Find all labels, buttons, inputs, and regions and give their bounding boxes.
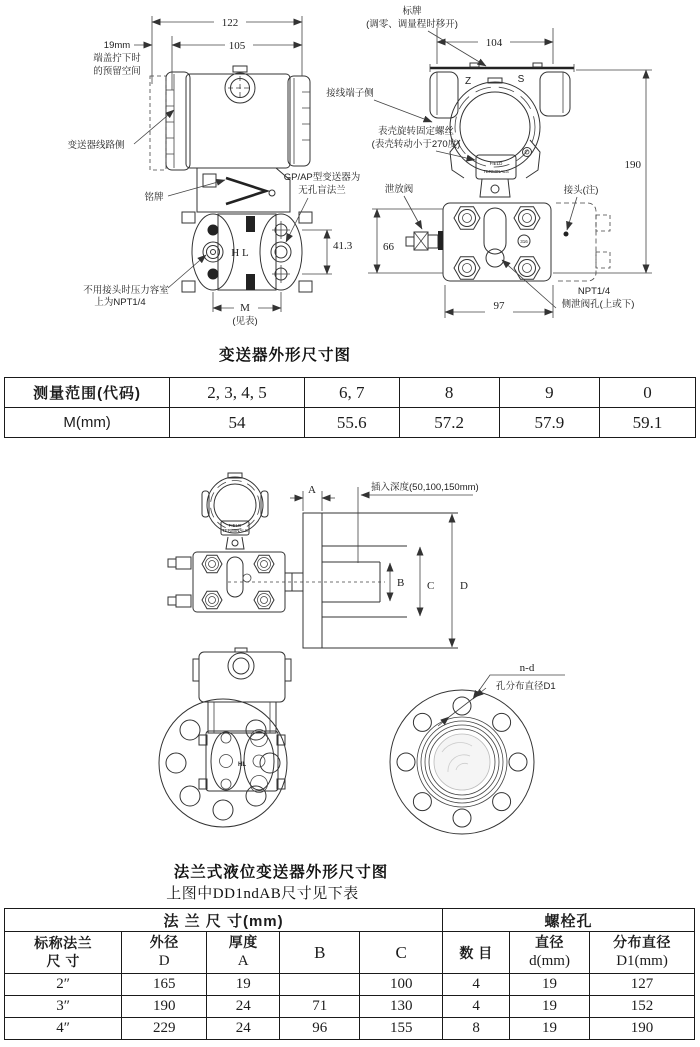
hl-marking: H L: [231, 247, 249, 259]
cell: 155: [360, 1018, 443, 1040]
side-view-housing: [150, 66, 310, 212]
label-case-screw: 表壳旋转固定螺丝: [377, 126, 455, 137]
dim-104: 104: [485, 37, 503, 49]
cell: 190: [122, 996, 207, 1018]
col-header: 2, 3, 4, 5: [170, 378, 305, 408]
table-row: [5, 909, 695, 932]
dim-b: B: [397, 577, 405, 589]
cell: 24: [207, 1018, 280, 1040]
group-header-flange: 法 兰 尺 寸(mm): [5, 909, 443, 932]
field-terminals-marking: FIELD: [228, 523, 242, 528]
dim-d: D: [460, 580, 468, 592]
cell: 57.2: [399, 408, 499, 438]
svg-text:无孔盲法兰: 无孔盲法兰: [298, 185, 346, 196]
cell: 4″: [5, 1018, 122, 1040]
dim-a: A: [308, 484, 316, 496]
flange-transmitter-drawing: [0, 445, 700, 860]
side-view-process-flanges: [182, 212, 312, 292]
drawing1-title: 变送器外形尺寸图: [218, 347, 351, 364]
cell: 229: [122, 1018, 207, 1040]
cell: 71: [280, 996, 360, 1018]
field-terminals-marking: FIELD: [489, 161, 503, 166]
cell: 2″: [5, 974, 122, 996]
svg-text:端盖拧下时: 端盖拧下时: [93, 53, 141, 64]
cell: 127: [590, 974, 695, 996]
front-view-process-flange: [406, 203, 610, 281]
col-header: 测量范围(代码): [5, 378, 170, 408]
cell: 24: [207, 996, 280, 1018]
table-row: [5, 996, 695, 1018]
dim-122: 122: [221, 17, 239, 29]
col-header: 9: [499, 378, 599, 408]
label-clearance: 19mm: [103, 40, 131, 51]
dimensions-middle: [290, 481, 479, 647]
label-joint: 接头(注): [563, 185, 599, 196]
cell: 19: [207, 974, 280, 996]
svg-text:侧泄阀孔(上或下): 侧泄阀孔(上或下): [561, 299, 635, 310]
cell: 4: [443, 974, 510, 996]
cell: 4: [443, 996, 510, 1018]
label-blind-flange: GP/AP型变送器为: [283, 172, 361, 183]
dim-190: 190: [624, 159, 641, 171]
cell: 190: [590, 1018, 695, 1040]
drawing2-subtitle: 上图中DD1ndAB尺寸见下表: [166, 886, 359, 902]
cell: 130: [360, 996, 443, 1018]
table-row: [5, 378, 696, 408]
badge-316: 316: [520, 239, 528, 244]
label-circuit-side: 变送器线路侧: [67, 140, 125, 151]
cell: 19: [510, 974, 590, 996]
col-header: 直径 d(mm): [510, 932, 590, 974]
cell: 3″: [5, 996, 122, 1018]
dimensions-left: [67, 16, 360, 327]
cell: 59.1: [599, 408, 695, 438]
cell: 55.6: [304, 408, 399, 438]
col-header: 8: [399, 378, 499, 408]
label-pressure-chamber: 不用接头时压力容室: [83, 285, 169, 296]
cell: 57.9: [499, 408, 599, 438]
zero-marking: Z: [464, 76, 472, 87]
svg-text:(表壳转动小于270度): (表壳转动小于270度): [371, 139, 461, 150]
dim-97: 97: [493, 300, 505, 312]
flange-face-view: [390, 662, 565, 834]
col-header: 外径 D: [122, 932, 207, 974]
cell: 19: [510, 996, 590, 1018]
transmitter-dimension-drawing: [0, 0, 700, 340]
drawing2-title: 法兰式液位变送器外形尺寸图: [173, 864, 389, 881]
col-header: 厚度 A: [207, 932, 280, 974]
flange-dimension-table: [4, 908, 695, 1040]
label-terminal-side: 接线端子侧: [326, 88, 374, 99]
cell: 100: [360, 974, 443, 996]
span-marking: S: [517, 74, 525, 85]
table-row: [5, 932, 695, 974]
col-header: B: [280, 932, 360, 974]
svg-text:TERMINALS: TERMINALS: [222, 528, 248, 533]
group-header-bolt: 螺栓孔: [443, 909, 695, 932]
col-header: C: [360, 932, 443, 974]
svg-text:的预留空间: 的预留空间: [93, 66, 141, 77]
dim-66: 66: [383, 241, 394, 253]
dim-m-see-table: (见表): [232, 316, 258, 327]
cell: 19: [510, 1018, 590, 1040]
col-header: 标称法兰 尺 寸: [5, 932, 122, 974]
dim-m: M: [240, 302, 250, 314]
cell: 54: [170, 408, 305, 438]
col-header: 分布直径 D1(mm): [590, 932, 695, 974]
label-n-d: n-d: [519, 662, 535, 674]
label-npt: NPT1/4: [577, 286, 611, 297]
side-view-with-flange: [168, 473, 458, 648]
col-header: 6, 7: [304, 378, 399, 408]
cell: 152: [590, 996, 695, 1018]
hl-marking: HL: [238, 762, 246, 768]
cell: 8: [443, 1018, 510, 1040]
label-insert-depth: 插入深度(50,100,150mm): [371, 482, 479, 493]
label-nameplate: 铭牌: [144, 192, 164, 203]
label-drain-valve: 泄放阀: [384, 184, 414, 195]
col-header: 0: [599, 378, 695, 408]
cell: M(mm): [5, 408, 170, 438]
svg-text:TERMINALS: TERMINALS: [483, 169, 509, 174]
cell: 96: [280, 1018, 360, 1040]
col-header: 数 目: [443, 932, 510, 974]
table-row: [5, 1018, 695, 1040]
dim-41-3: 41.3: [333, 240, 353, 252]
cell: [280, 974, 360, 996]
label-tag: 标牌: [402, 6, 422, 17]
table-row: [5, 974, 695, 996]
svg-text:(调零、调量程时移开): (调零、调量程时移开): [366, 19, 458, 30]
svg-text:上为NPT1/4: 上为NPT1/4: [94, 297, 146, 308]
cell: 165: [122, 974, 207, 996]
label-bolt-circle: 孔分布直径D1: [496, 681, 556, 692]
table-row: [5, 408, 696, 438]
measuring-range-table: [4, 377, 696, 438]
dim-c: C: [427, 580, 435, 592]
dim-105: 105: [228, 40, 246, 52]
front-view-flange-mounted: [159, 648, 291, 827]
